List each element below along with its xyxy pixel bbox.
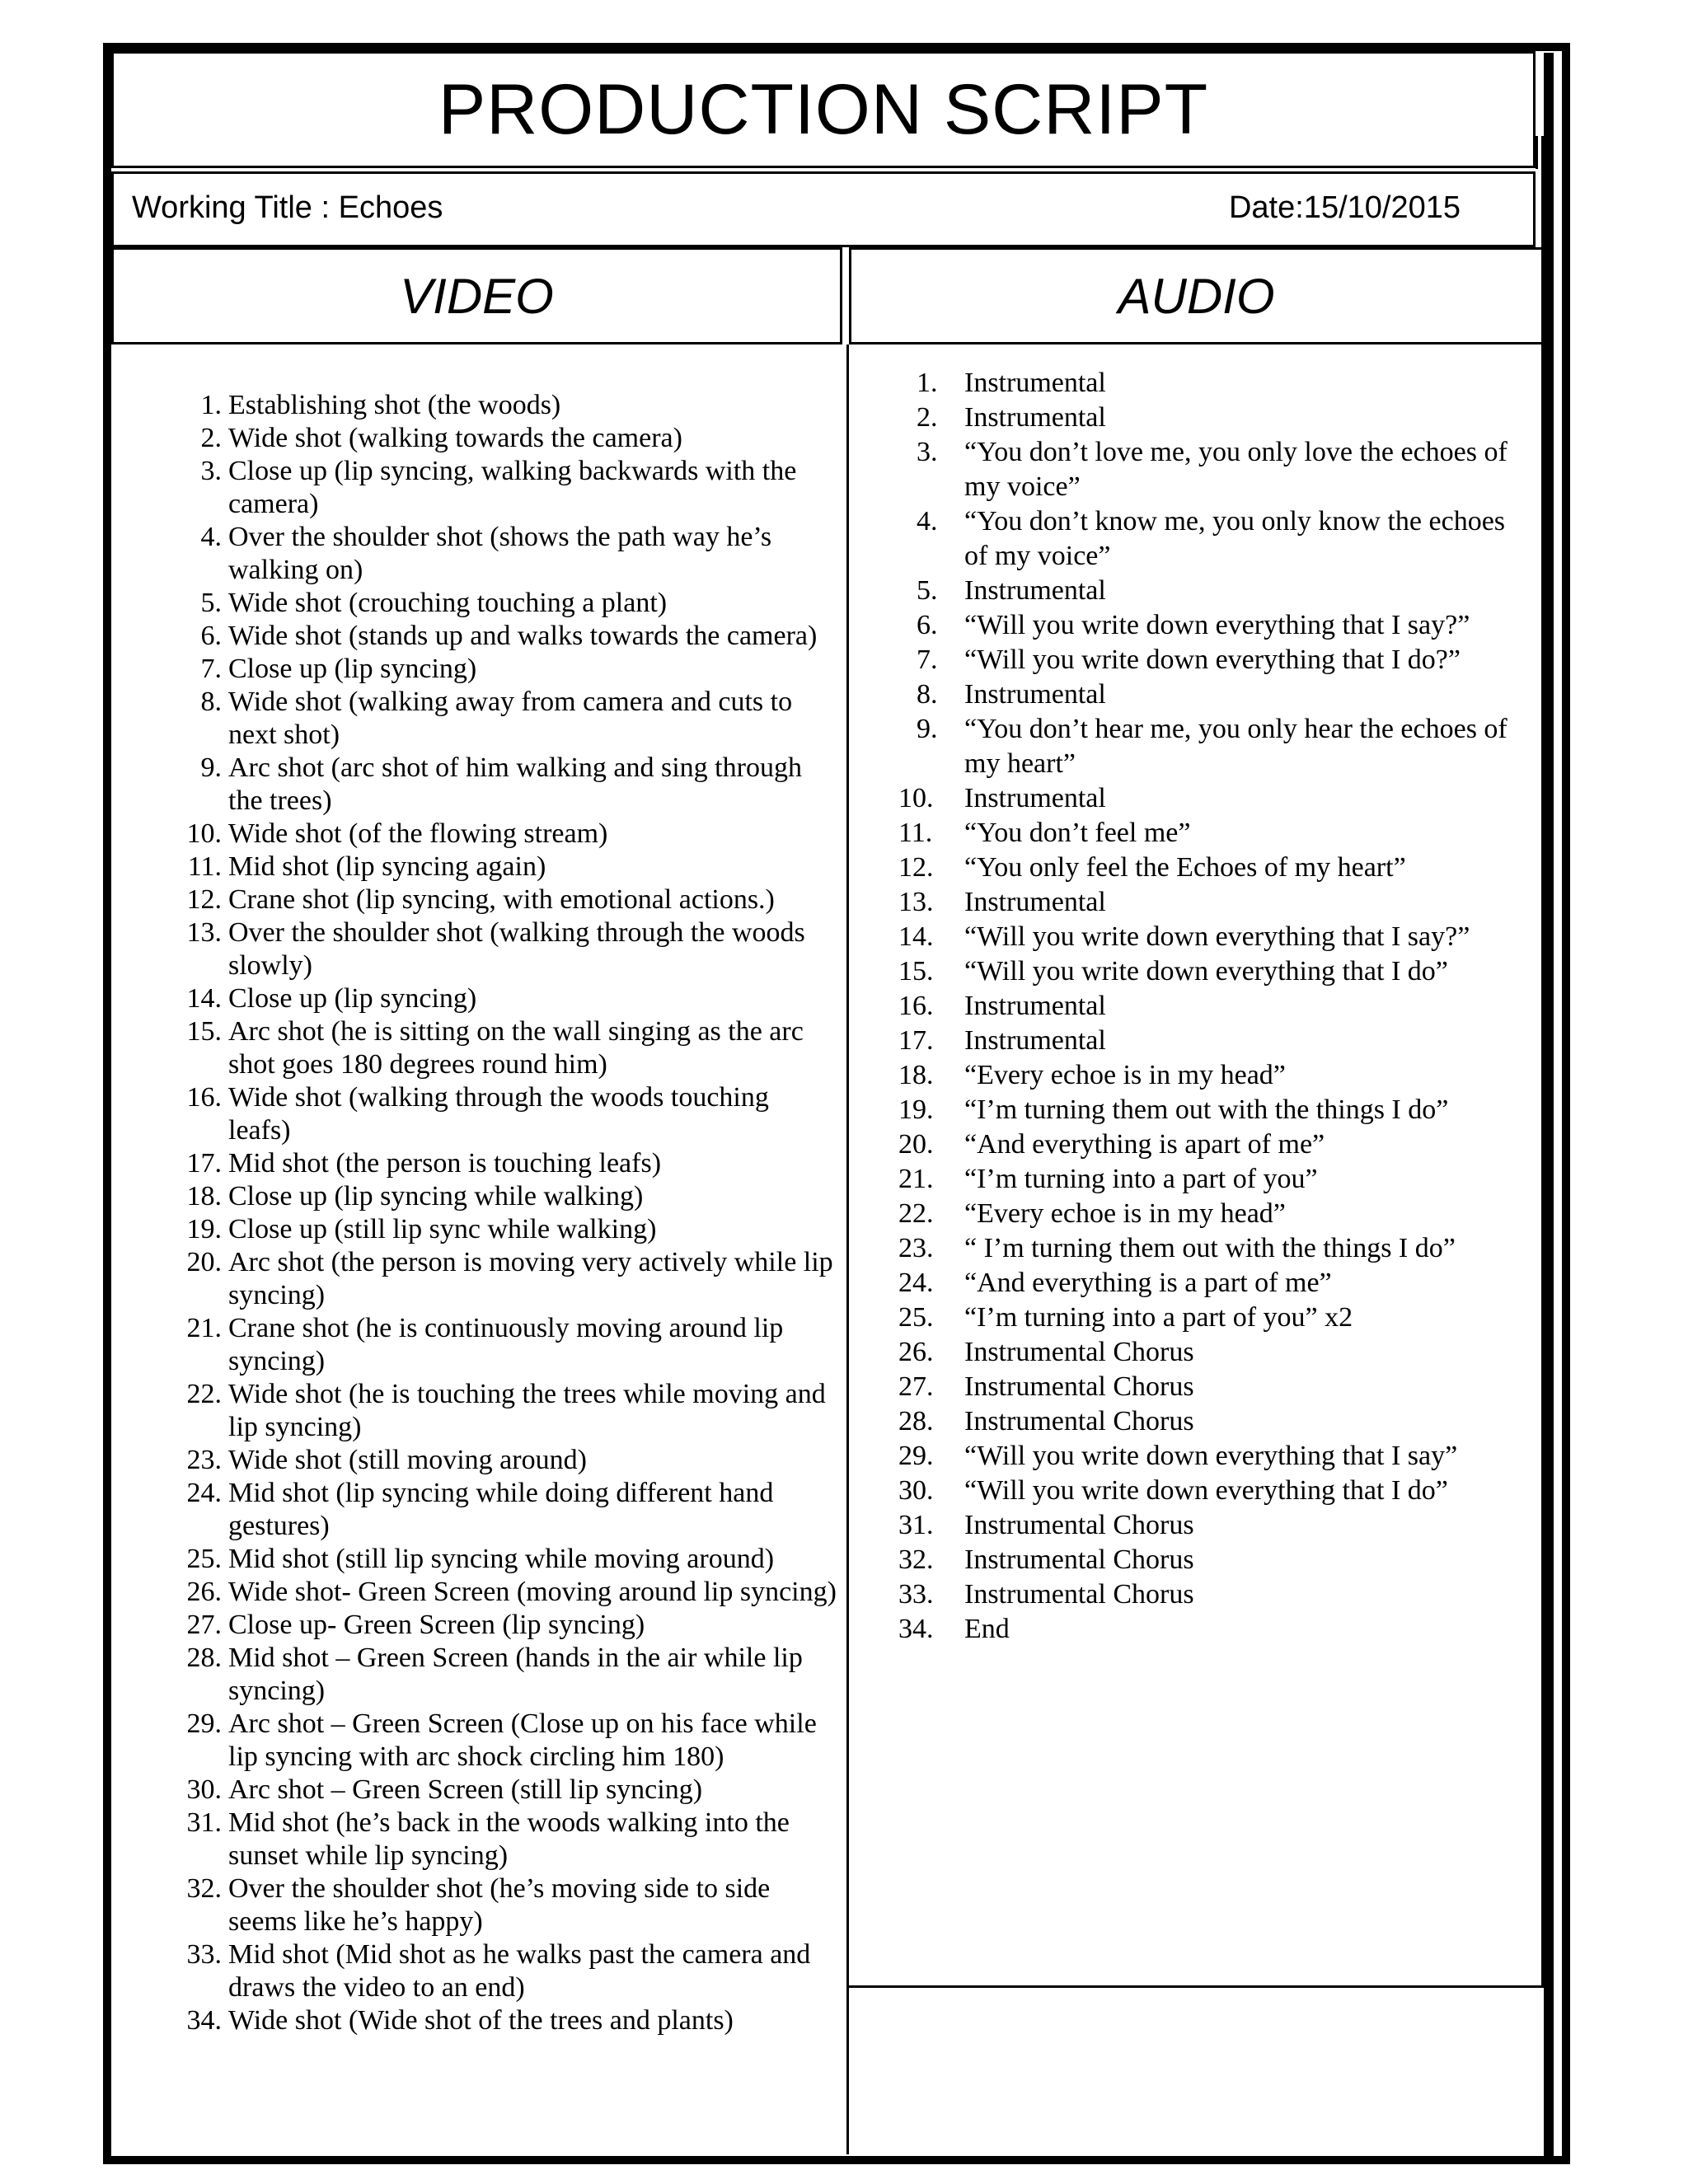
audio-cue-item-text: Instrumental <box>964 1025 1106 1056</box>
video-shot-item-number: 19. <box>186 1214 222 1244</box>
video-shot-item-number: 2. <box>200 423 222 453</box>
audio-cue-item <box>849 1508 1533 1543</box>
audio-cue-item-text: “And everything is a part of me” <box>964 1268 1332 1298</box>
video-shot-item-number: 10. <box>186 818 222 849</box>
audio-cue-item-number: 16. <box>898 991 934 1021</box>
video-shot-item <box>111 2004 837 2037</box>
video-shot-item-number: 33. <box>186 1939 222 1970</box>
audio-cue-item <box>849 989 1533 1024</box>
video-shot-item-number: 21. <box>186 1313 222 1343</box>
audio-cue-item <box>849 643 1533 677</box>
video-shot-item-text: Close up (lip syncing) <box>228 983 477 1014</box>
audio-cue-item <box>849 401 1533 435</box>
video-shot-item-text: Mid shot (the person is touching leafs) <box>228 1148 662 1179</box>
audio-cue-item-text: “Will you write down everything that I do?” <box>964 644 1461 675</box>
video-shot-item-text: Wide shot (of the flowing stream) <box>228 818 608 849</box>
video-shot-list <box>111 389 837 2037</box>
audio-cue-item-text: Instrumental <box>964 368 1106 398</box>
audio-cue-item-number: 4. <box>917 506 938 537</box>
frame-shadow <box>1544 53 1554 2163</box>
title-box <box>111 51 1536 168</box>
page-title: PRODUCTION SCRIPT <box>438 69 1209 149</box>
audio-cue-list <box>849 366 1533 1647</box>
video-shot-item-number: 23. <box>186 1445 222 1475</box>
video-shot-item <box>111 1609 837 1642</box>
audio-cue-item-text: “I’m turning into a part of you” <box>964 1164 1318 1194</box>
video-shot-item <box>111 1180 837 1213</box>
video-shot-item-text: Mid shot – Green Screen (hands in the air while lip syncing) <box>228 1643 803 1706</box>
audio-cue-item <box>849 1439 1533 1474</box>
video-shot-item <box>111 1378 837 1444</box>
video-shot-item-text: Arc shot – Green Screen (Close up on his face while lip syncing with arc shock circling him 180) <box>228 1708 817 1772</box>
audio-cue-item-number: 19. <box>898 1094 934 1125</box>
video-shot-item <box>111 752 837 818</box>
audio-column <box>849 344 1544 1988</box>
audio-header-label: AUDIO <box>1118 268 1275 324</box>
video-shot-item-text: Wide shot (walking through the woods touching leafs) <box>228 1082 769 1146</box>
video-shot-item <box>111 851 837 883</box>
audio-cue-item-number: 1. <box>917 368 938 398</box>
audio-cue-item-text: End <box>964 1614 1010 1644</box>
audio-cue-item <box>849 366 1533 401</box>
video-shot-item-text: Crane shot (lip syncing, with emotional actions.) <box>228 884 775 915</box>
audio-cue-item-number: 33. <box>898 1579 934 1610</box>
video-shot-item-text: Mid shot (still lip syncing while moving around) <box>228 1544 775 1574</box>
audio-cue-item <box>849 1577 1533 1612</box>
video-shot-item-text: Close up (still lip sync while walking) <box>228 1214 657 1244</box>
video-shot-item-number: 30. <box>186 1774 222 1805</box>
audio-cue-item <box>849 1404 1533 1439</box>
video-shot-item <box>111 1147 837 1180</box>
audio-cue-item <box>849 1197 1533 1231</box>
audio-cue-item-number: 6. <box>917 610 938 640</box>
video-shot-item-text: Establishing shot (the woods) <box>228 390 561 420</box>
video-column-header <box>111 247 842 344</box>
video-shot-item-number: 31. <box>186 1807 222 1838</box>
video-shot-item-text: Over the shoulder shot (walking through the woods slowly) <box>228 917 805 981</box>
video-shot-item <box>111 1543 837 1576</box>
video-shot-item-number: 34. <box>186 2005 222 2036</box>
audio-cue-item-text: Instrumental Chorus <box>964 1510 1194 1540</box>
video-shot-item <box>111 818 837 851</box>
header-shadow <box>1541 136 1546 354</box>
audio-cue-item <box>849 677 1533 712</box>
video-shot-item-number: 11. <box>187 851 222 882</box>
video-shot-item-number: 25. <box>186 1544 222 1574</box>
video-shot-item-text: Arc shot (the person is moving very actively while lip syncing) <box>228 1247 833 1310</box>
audio-cue-item-number: 26. <box>898 1337 934 1367</box>
video-column <box>111 344 849 2154</box>
audio-cue-item-number: 27. <box>898 1371 934 1402</box>
audio-cue-item <box>849 851 1533 885</box>
audio-cue-item <box>849 1335 1533 1370</box>
audio-cue-item-number: 14. <box>898 921 934 952</box>
video-shot-item <box>111 1872 837 1938</box>
audio-cue-item <box>849 1231 1533 1266</box>
audio-cue-item-text: Instrumental <box>964 783 1106 813</box>
video-shot-item <box>111 1576 837 1609</box>
audio-cue-item-number: 25. <box>898 1302 934 1333</box>
audio-cue-item-text: Instrumental Chorus <box>964 1406 1194 1436</box>
audio-cue-item-number: 23. <box>898 1233 934 1263</box>
video-shot-item-number: 22. <box>186 1379 222 1409</box>
audio-cue-item <box>849 1058 1533 1093</box>
video-shot-item-number: 3. <box>200 456 222 486</box>
video-shot-item-text: Wide shot (still moving around) <box>228 1445 587 1475</box>
audio-cue-item <box>849 608 1533 643</box>
video-shot-item-number: 16. <box>186 1082 222 1113</box>
video-shot-item <box>111 1708 837 1774</box>
video-shot-item-number: 15. <box>186 1016 222 1047</box>
audio-column-header <box>849 247 1544 344</box>
video-shot-item-text: Wide shot (stands up and walks towards the camera) <box>228 621 818 651</box>
audio-cue-item-number: 10. <box>898 783 934 813</box>
audio-cue-item <box>849 1127 1533 1162</box>
audio-cue-item-number: 12. <box>898 852 934 883</box>
audio-cue-item-number: 5. <box>917 575 938 606</box>
audio-cue-item-text: “Will you write down everything that I do” <box>964 1475 1448 1506</box>
audio-cue-item <box>849 1612 1533 1647</box>
video-shot-item <box>111 521 837 587</box>
video-shot-item-text: Wide shot- Green Screen (moving around lip syncing) <box>228 1577 837 1607</box>
audio-cue-item-number: 28. <box>898 1406 934 1436</box>
audio-cue-item <box>849 816 1533 851</box>
audio-cue-item <box>849 1093 1533 1127</box>
audio-cue-item <box>849 885 1533 920</box>
audio-cue-item-text: “I’m turning them out with the things I do” <box>964 1094 1449 1125</box>
audio-cue-item <box>849 435 1533 504</box>
audio-cue-item-text: “You don’t love me, you only love the echoes of my voice” <box>964 437 1507 502</box>
audio-cue-item-text: Instrumental Chorus <box>964 1579 1194 1610</box>
video-shot-item-number: 4. <box>200 522 222 552</box>
video-header-label: VIDEO <box>400 268 554 324</box>
video-shot-item-number: 6. <box>200 621 222 651</box>
video-shot-item-text: Arc shot (he is sitting on the wall singing as the arc shot goes 180 degrees round him) <box>228 1016 804 1080</box>
audio-cue-item-number: 15. <box>898 956 934 987</box>
audio-cue-item-number: 2. <box>917 402 938 433</box>
audio-cue-item-number: 3. <box>917 437 938 467</box>
audio-cue-item-text: “Will you write down everything that I do” <box>964 956 1448 987</box>
audio-cue-item-number: 18. <box>898 1060 934 1090</box>
video-shot-item <box>111 455 837 521</box>
video-shot-item-text: Crane shot (he is continuously moving around lip syncing) <box>228 1313 784 1376</box>
video-shot-item <box>111 883 837 916</box>
video-shot-item-text: Mid shot (Mid shot as he walks past the camera and draws the video to an end) <box>228 1939 811 2003</box>
title-box-shadow <box>1536 136 1538 169</box>
video-shot-item-number: 20. <box>186 1247 222 1277</box>
audio-cue-item-text: “I’m turning into a part of you” x2 <box>964 1302 1353 1333</box>
video-shot-item <box>111 587 837 620</box>
audio-cue-item <box>849 574 1533 608</box>
video-shot-item-text: Wide shot (walking away from camera and cuts to next shot) <box>228 687 793 750</box>
audio-cue-item-text: “Every echoe is in my head” <box>964 1198 1286 1229</box>
audio-cue-item <box>849 920 1533 954</box>
video-shot-item-text: Wide shot (crouching touching a plant) <box>228 588 668 618</box>
audio-cue-item-number: 7. <box>917 644 938 675</box>
audio-cue-item-text: “ I’m turning them out with the things I do” <box>964 1233 1456 1263</box>
video-shot-item-number: 29. <box>186 1708 222 1739</box>
audio-cue-item-text: “Will you write down everything that I say?” <box>964 610 1470 640</box>
audio-cue-item-number: 30. <box>898 1475 934 1506</box>
audio-cue-item-number: 29. <box>898 1441 934 1471</box>
video-shot-item-number: 28. <box>186 1643 222 1673</box>
audio-cue-item-text: Instrumental Chorus <box>964 1371 1194 1402</box>
audio-cue-item-number: 34. <box>898 1614 934 1644</box>
video-shot-item <box>111 1444 837 1477</box>
video-shot-item-text: Wide shot (Wide shot of the trees and plants) <box>228 2005 734 2036</box>
video-shot-item-text: Arc shot (arc shot of him walking and sing through the trees) <box>228 752 802 816</box>
audio-cue-item-text: “Will you write down everything that I say” <box>964 1441 1458 1471</box>
video-shot-item-text: Mid shot (lip syncing again) <box>228 851 546 882</box>
audio-cue-item-text: Instrumental <box>964 402 1106 433</box>
audio-cue-item-number: 20. <box>898 1129 934 1160</box>
video-shot-item-number: 9. <box>200 752 222 783</box>
audio-cue-item-text: “You don’t hear me, you only hear the echoes of my heart” <box>964 714 1507 779</box>
audio-cue-item <box>849 1301 1533 1335</box>
video-shot-item-text: Close up (lip syncing, walking backwards with the camera) <box>228 456 797 519</box>
script-date: Date:15/10/2015 <box>1228 190 1461 225</box>
working-title: Working Title : Echoes <box>132 190 443 225</box>
video-shot-item-number: 5. <box>200 588 222 618</box>
video-shot-item <box>111 389 837 422</box>
video-shot-item-text: Wide shot (walking towards the camera) <box>228 423 682 453</box>
audio-cue-item-text: “You only feel the Echoes of my heart” <box>964 852 1406 883</box>
video-shot-item-number: 8. <box>200 687 222 717</box>
audio-cue-item <box>849 1370 1533 1404</box>
audio-cue-item-text: “Will you write down everything that I say?” <box>964 921 1470 952</box>
video-shot-item-text: Mid shot (lip syncing while doing different hand gestures) <box>228 1478 774 1541</box>
video-shot-item-number: 17. <box>186 1148 222 1179</box>
audio-cue-item-text: Instrumental Chorus <box>964 1337 1194 1367</box>
audio-cue-item-number: 24. <box>898 1268 934 1298</box>
video-shot-item-number: 24. <box>186 1478 222 1508</box>
video-shot-item <box>111 1246 837 1312</box>
video-shot-item <box>111 982 837 1015</box>
audio-cue-item-number: 22. <box>898 1198 934 1229</box>
audio-cue-item <box>849 781 1533 816</box>
audio-cue-item-number: 11. <box>898 818 933 848</box>
video-shot-item-text: Wide shot (he is touching the trees while moving and lip syncing) <box>228 1379 826 1442</box>
video-shot-item <box>111 422 837 455</box>
video-shot-item-number: 26. <box>186 1577 222 1607</box>
audio-cue-item-text: Instrumental <box>964 991 1106 1021</box>
video-shot-item <box>111 1477 837 1543</box>
video-shot-item-text: Over the shoulder shot (shows the path way he’s walking on) <box>228 522 772 585</box>
audio-cue-item-text: Instrumental <box>964 679 1106 710</box>
video-shot-item-number: 18. <box>186 1181 222 1212</box>
video-shot-item-text: Mid shot (he’s back in the woods walking into the sunset while lip syncing) <box>228 1807 790 1871</box>
video-shot-item <box>111 1642 837 1708</box>
meta-box <box>111 171 1536 247</box>
video-shot-item <box>111 1938 837 2004</box>
audio-cue-item-number: 21. <box>898 1164 934 1194</box>
video-shot-item <box>111 916 837 982</box>
audio-cue-item-text: Instrumental Chorus <box>964 1544 1194 1575</box>
audio-cue-item-number: 32. <box>898 1544 934 1575</box>
audio-cue-item <box>849 1024 1533 1058</box>
video-shot-item-number: 14. <box>186 983 222 1014</box>
video-shot-item-number: 12. <box>186 884 222 915</box>
audio-cue-item-text: “You don’t know me, you only know the echoes of my voice” <box>964 506 1506 571</box>
video-shot-item <box>111 1312 837 1378</box>
audio-cue-item-number: 13. <box>898 887 934 917</box>
video-shot-item-number: 32. <box>186 1873 222 1904</box>
video-shot-item-number: 27. <box>186 1610 222 1640</box>
video-shot-item <box>111 1807 837 1872</box>
video-shot-item <box>111 1213 837 1246</box>
audio-cue-item-text: “You don’t feel me” <box>964 818 1191 848</box>
audio-cue-item-number: 17. <box>898 1025 934 1056</box>
audio-cue-item-text: Instrumental <box>964 575 1106 606</box>
video-shot-item <box>111 620 837 653</box>
video-shot-item-text: Over the shoulder shot (he’s moving side to side seems like he’s happy) <box>228 1873 771 1937</box>
audio-cue-item <box>849 1162 1533 1197</box>
video-shot-item-text: Close up (lip syncing while walking) <box>228 1181 644 1212</box>
video-shot-item-number: 1. <box>200 390 222 420</box>
audio-cue-item <box>849 954 1533 989</box>
video-shot-item-text: Close up- Green Screen (lip syncing) <box>228 1610 645 1640</box>
audio-cue-item-text: Instrumental <box>964 887 1106 917</box>
audio-cue-item <box>849 1474 1533 1508</box>
audio-cue-item <box>849 1266 1533 1301</box>
video-shot-item <box>111 1015 837 1081</box>
audio-cue-item-number: 31. <box>898 1510 934 1540</box>
video-shot-item-text: Arc shot – Green Screen (still lip syncing) <box>228 1774 703 1805</box>
audio-cue-item-number: 8. <box>917 679 938 710</box>
audio-cue-item-number: 9. <box>917 714 938 744</box>
video-shot-item-number: 13. <box>186 917 222 948</box>
video-shot-item <box>111 1774 837 1807</box>
audio-cue-item-text: “Every echoe is in my head” <box>964 1060 1286 1090</box>
audio-cue-item-text: “And everything is apart of me” <box>964 1129 1325 1160</box>
audio-cue-item <box>849 504 1533 574</box>
video-shot-item <box>111 686 837 752</box>
audio-cue-item <box>849 1543 1533 1577</box>
video-shot-item <box>111 653 837 686</box>
video-shot-item-text: Close up (lip syncing) <box>228 654 477 684</box>
video-shot-item <box>111 1081 837 1147</box>
audio-cue-item <box>849 712 1533 781</box>
video-shot-item-number: 7. <box>200 654 222 684</box>
